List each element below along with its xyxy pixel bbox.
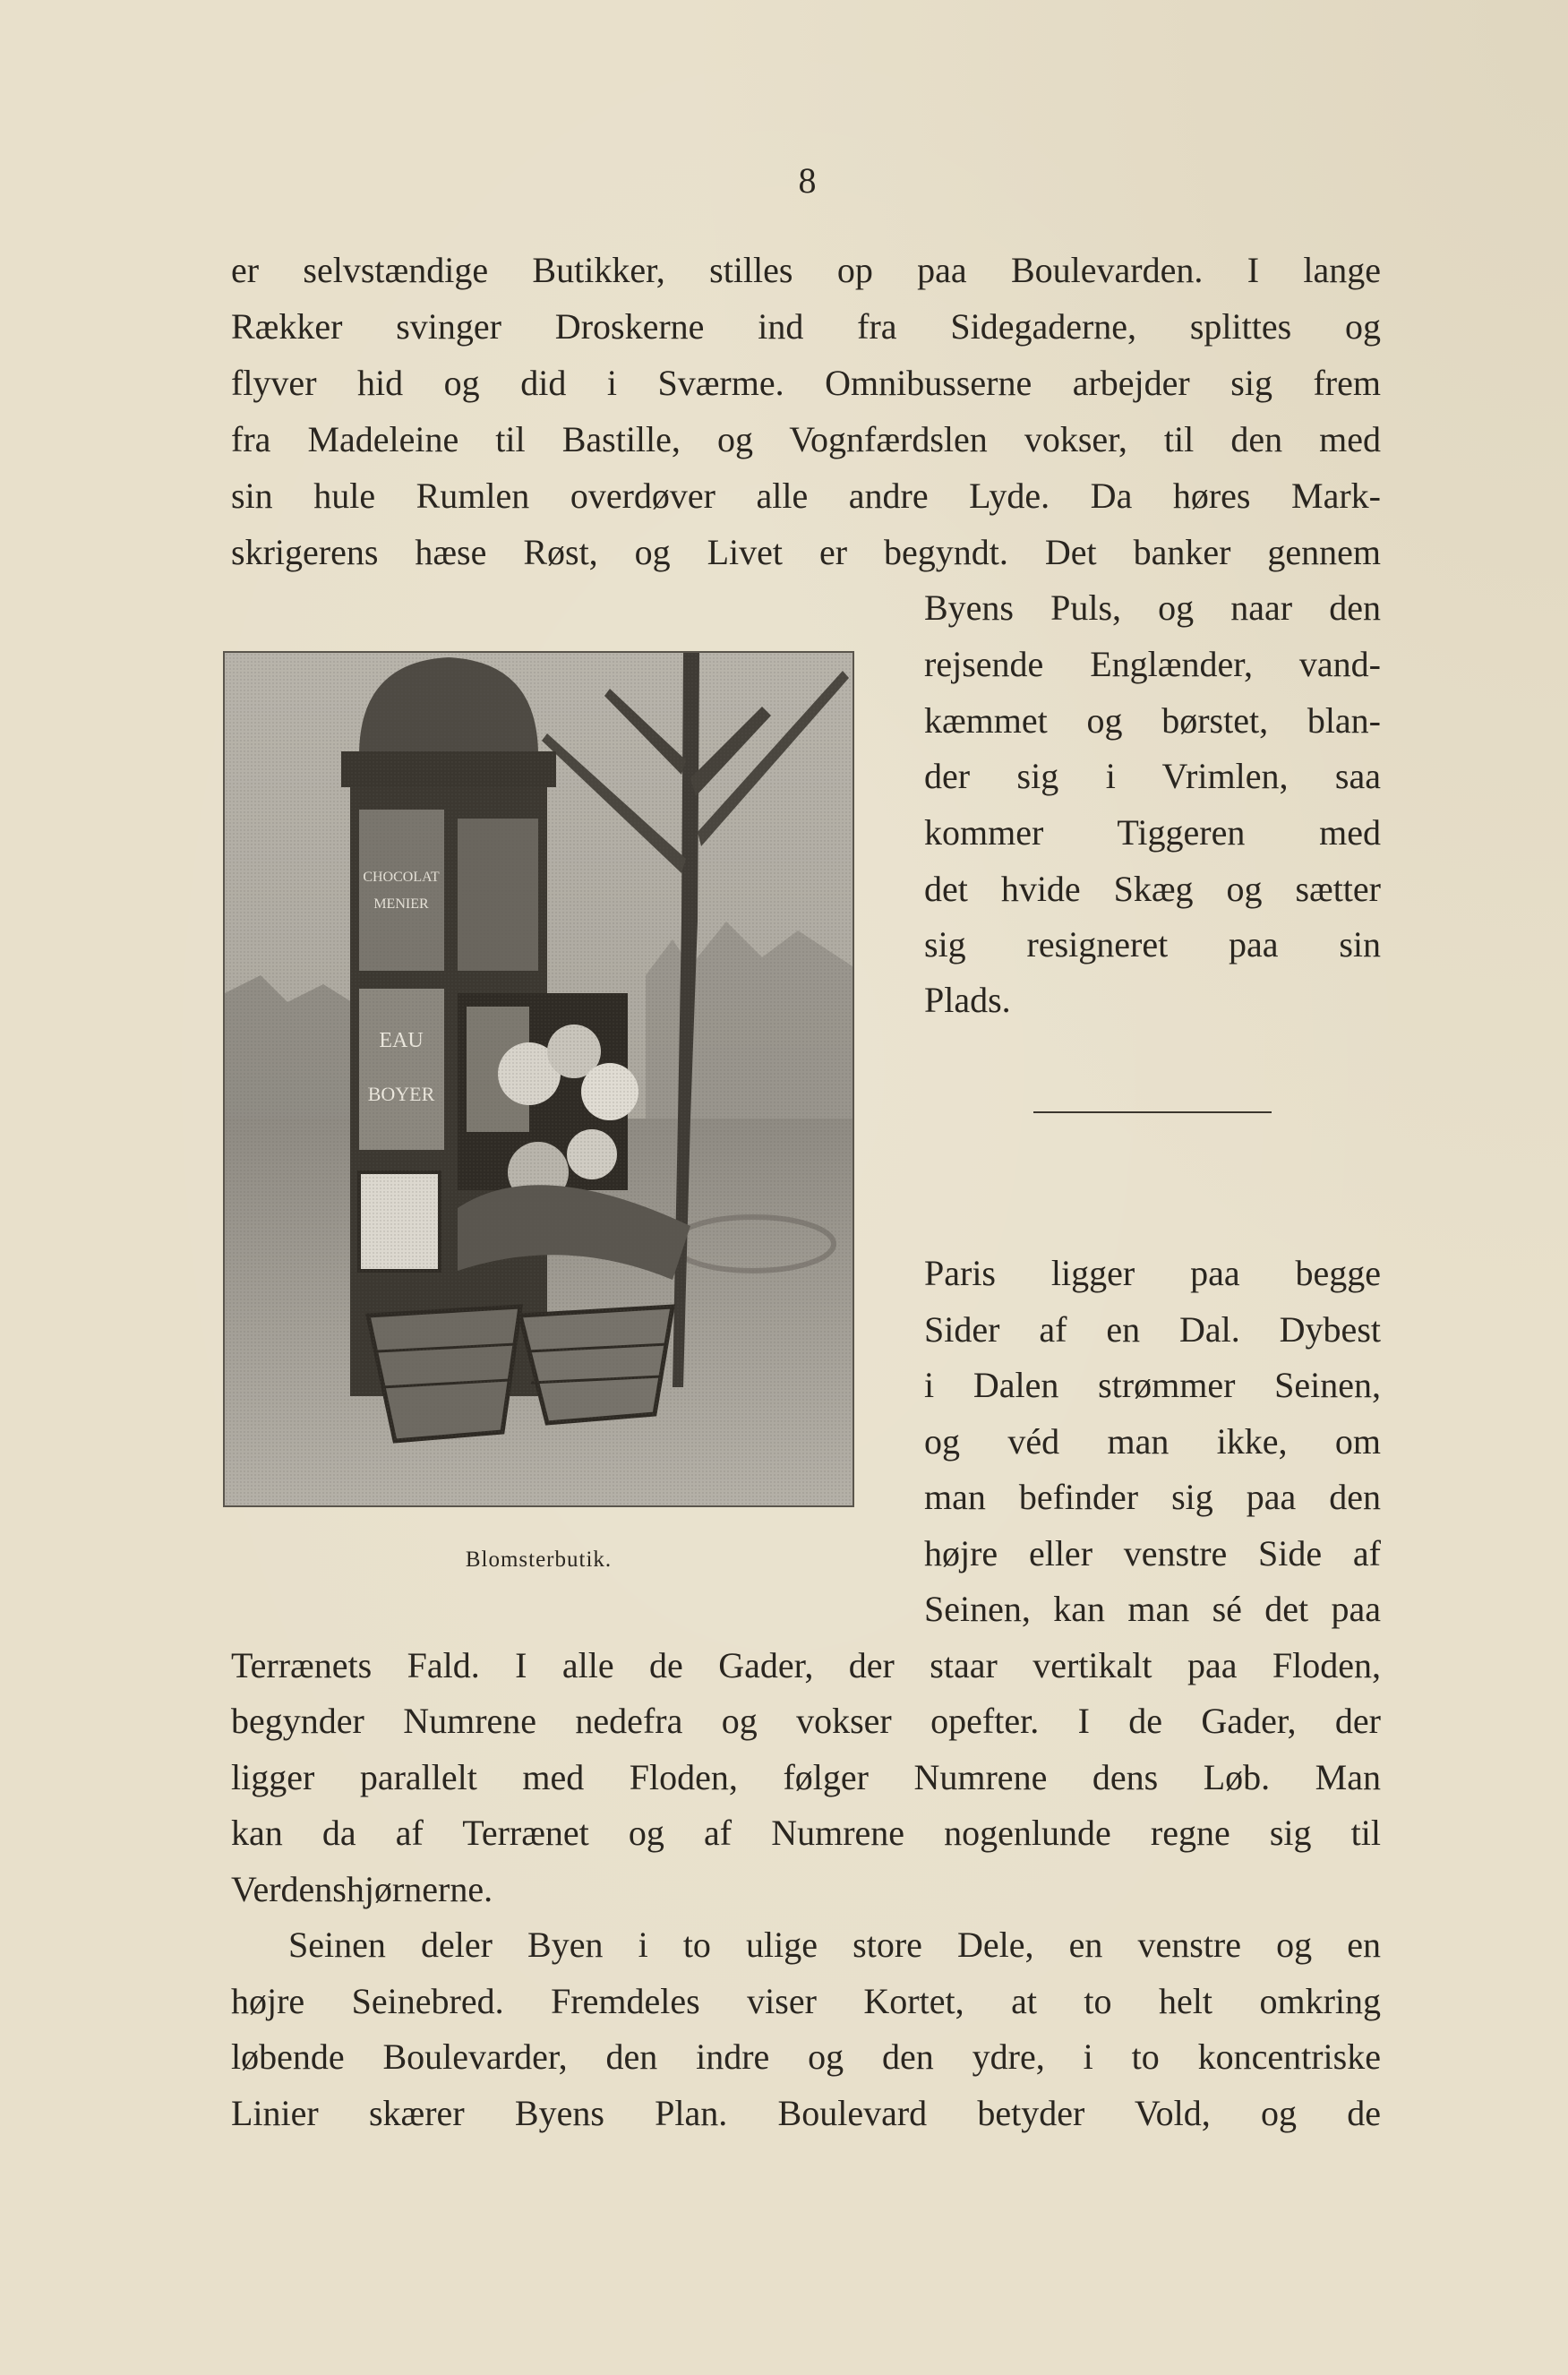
text-line: Seinen deler Byen i to ulige store Dele, en venstre og en	[288, 1925, 1381, 1965]
text-line: rejsende Englænder, vand-	[924, 644, 1381, 684]
text-line: Paris ligger paa begge	[924, 1253, 1381, 1293]
text-line: det hvide Skæg og sætter	[924, 869, 1381, 909]
text-line: er selvstændige Butikker, stilles op paa Boulevarden. I lange	[231, 250, 1381, 290]
text-line: der sig i Vrimlen, saa	[924, 756, 1381, 796]
text-line: skrigerens hæse Røst, og Livet er begyndt. Det banker gennem	[231, 532, 1381, 572]
text-line: kan da af Terrænet og af Numrene nogenlunde regne sig til	[231, 1813, 1381, 1853]
text-line: og véd man ikke, om	[924, 1421, 1381, 1462]
section-divider	[1033, 1111, 1272, 1113]
text-line: Sider af en Dal. Dybest	[924, 1309, 1381, 1350]
text-line: Verdenshjørnerne.	[231, 1869, 493, 1909]
text-line: flyver hid og did i Sværme. Omnibusserne arbejder sig frem	[231, 363, 1381, 403]
page-number: 8	[798, 160, 817, 201]
text-line: højre eller venstre Side af	[924, 1533, 1381, 1573]
text-line: Plads.	[924, 980, 1011, 1020]
text-line: man befinder sig paa den	[924, 1477, 1381, 1517]
text-line: Rækker svinger Droskerne ind fra Sidegaderne, splittes og	[231, 306, 1381, 347]
text-line: fra Madeleine til Bastille, og Vognfærdslen vokser, til den med	[231, 419, 1381, 459]
text-line: kommer Tiggeren med	[924, 812, 1381, 853]
text-line: Terrænets Fald. I alle de Gader, der staar vertikalt paa Floden,	[231, 1645, 1381, 1685]
text-line: Byens Puls, og naar den	[924, 587, 1381, 628]
text-line: Seinen, kan man sé det paa	[924, 1589, 1381, 1629]
figure-caption: Blomsterbutik.	[465, 1548, 613, 1572]
text-line: højre Seinebred. Fremdeles viser Kortet, at to helt omkring	[231, 1981, 1381, 2021]
text-line: sig resigneret paa sin	[924, 924, 1381, 965]
text-line: løbende Boulevarder, den indre og den ydre, i to koncentriske	[231, 2036, 1381, 2077]
text-line: begynder Numrene nedefra og vokser opefter. I de Gader, der	[231, 1701, 1381, 1741]
text-line: ligger parallelt med Floden, følger Numrene dens Løb. Man	[231, 1757, 1381, 1797]
text-line: Linier skærer Byens Plan. Boulevard betyder Vold, og de	[231, 2093, 1381, 2133]
text-line: i Dalen strømmer Seinen,	[924, 1365, 1381, 1405]
flower-kiosk-photo	[223, 651, 854, 1507]
text-line: sin hule Rumlen overdøver alle andre Lyde. Da høres Mark-	[231, 476, 1381, 516]
text-line: kæmmet og børstet, blan-	[924, 700, 1381, 741]
